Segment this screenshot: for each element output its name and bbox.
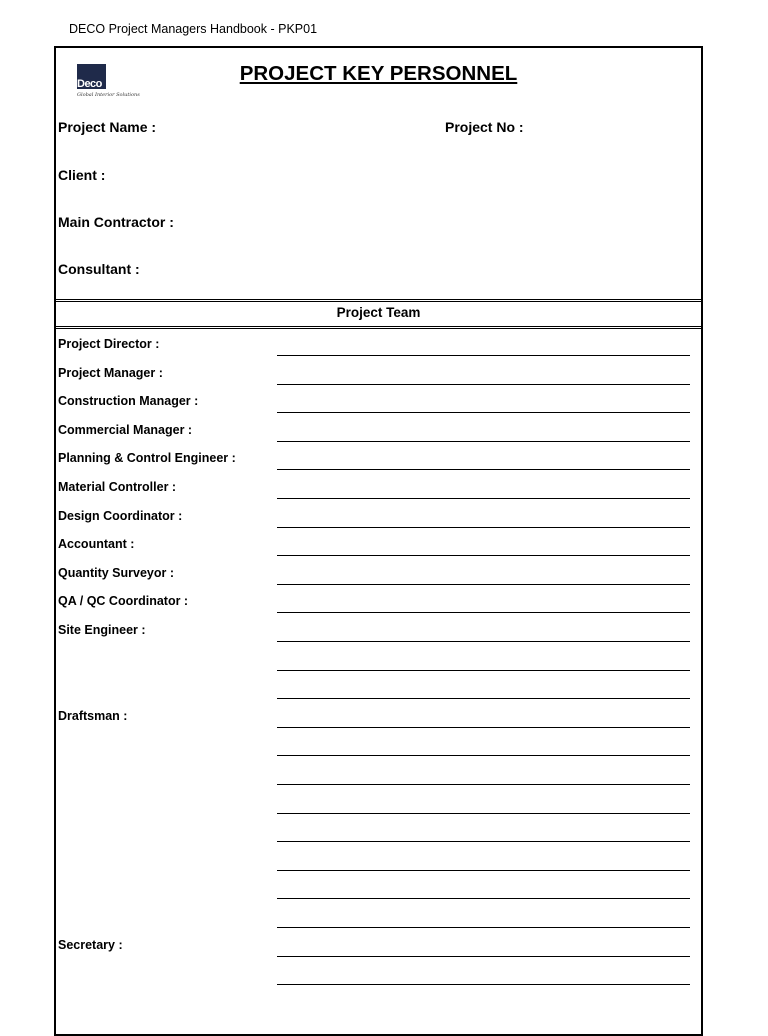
fill-in-line[interactable] bbox=[277, 727, 690, 728]
fill-in-line[interactable] bbox=[277, 956, 690, 957]
fill-in-line[interactable] bbox=[277, 670, 690, 671]
divider-top bbox=[56, 299, 701, 302]
fill-in-line[interactable] bbox=[277, 584, 690, 585]
fill-in-line[interactable] bbox=[277, 412, 690, 413]
role-label: Construction Manager : bbox=[58, 394, 199, 409]
fill-in-line[interactable] bbox=[277, 755, 690, 756]
project-team-title: Project Team bbox=[336, 305, 421, 320]
role-label: Site Engineer : bbox=[58, 623, 146, 637]
divider-bottom bbox=[56, 326, 701, 329]
fill-in-line[interactable] bbox=[277, 870, 690, 871]
role-label: Quantity Surveyor : bbox=[58, 565, 174, 580]
form-frame bbox=[54, 46, 703, 1036]
fill-in-line[interactable] bbox=[277, 927, 690, 928]
fill-in-line[interactable] bbox=[277, 555, 690, 556]
role-label: Project Manager : bbox=[58, 365, 163, 380]
fill-in-line[interactable] bbox=[277, 469, 690, 470]
fill-in-line[interactable] bbox=[277, 612, 690, 613]
role-label: Secretary : bbox=[58, 937, 123, 952]
logo-word: Deco bbox=[77, 78, 102, 90]
form-title: PROJECT KEY PERSONNEL bbox=[239, 62, 518, 85]
fill-in-line[interactable] bbox=[277, 698, 690, 699]
role-label: Accountant : bbox=[58, 537, 135, 552]
fill-in-line[interactable] bbox=[277, 898, 690, 899]
fill-in-line[interactable] bbox=[277, 813, 690, 814]
fill-in-line[interactable] bbox=[277, 841, 690, 842]
fill-in-line[interactable] bbox=[277, 641, 690, 642]
role-label: Commercial Manager : bbox=[58, 422, 193, 437]
fill-in-line[interactable] bbox=[277, 384, 690, 385]
fill-in-line[interactable] bbox=[277, 784, 690, 785]
fill-in-line[interactable] bbox=[277, 355, 690, 356]
role-label: Design Coordinator : bbox=[58, 508, 183, 523]
role-label: Draftsman : bbox=[58, 708, 128, 723]
logo-tagline: Global Interior Solutions bbox=[77, 92, 140, 98]
project-name-label: Project Name : bbox=[58, 119, 157, 135]
fill-in-line[interactable] bbox=[277, 441, 690, 442]
client-label: Client : bbox=[58, 167, 106, 183]
project-no-label: Project No : bbox=[445, 119, 524, 135]
role-label: QA / QC Coordinator : bbox=[58, 594, 189, 609]
role-label: Project Director : bbox=[58, 337, 160, 351]
fill-in-line[interactable] bbox=[277, 498, 690, 499]
role-label: Planning & Control Engineer : bbox=[58, 451, 236, 466]
consultant-label: Consultant : bbox=[58, 261, 140, 277]
main-contractor-label: Main Contractor : bbox=[58, 214, 174, 230]
fill-in-line[interactable] bbox=[277, 527, 690, 528]
fill-in-line[interactable] bbox=[277, 984, 690, 985]
role-label: Material Controller : bbox=[58, 480, 177, 494]
document-header: DECO Project Managers Handbook - PKP01 bbox=[69, 22, 318, 36]
